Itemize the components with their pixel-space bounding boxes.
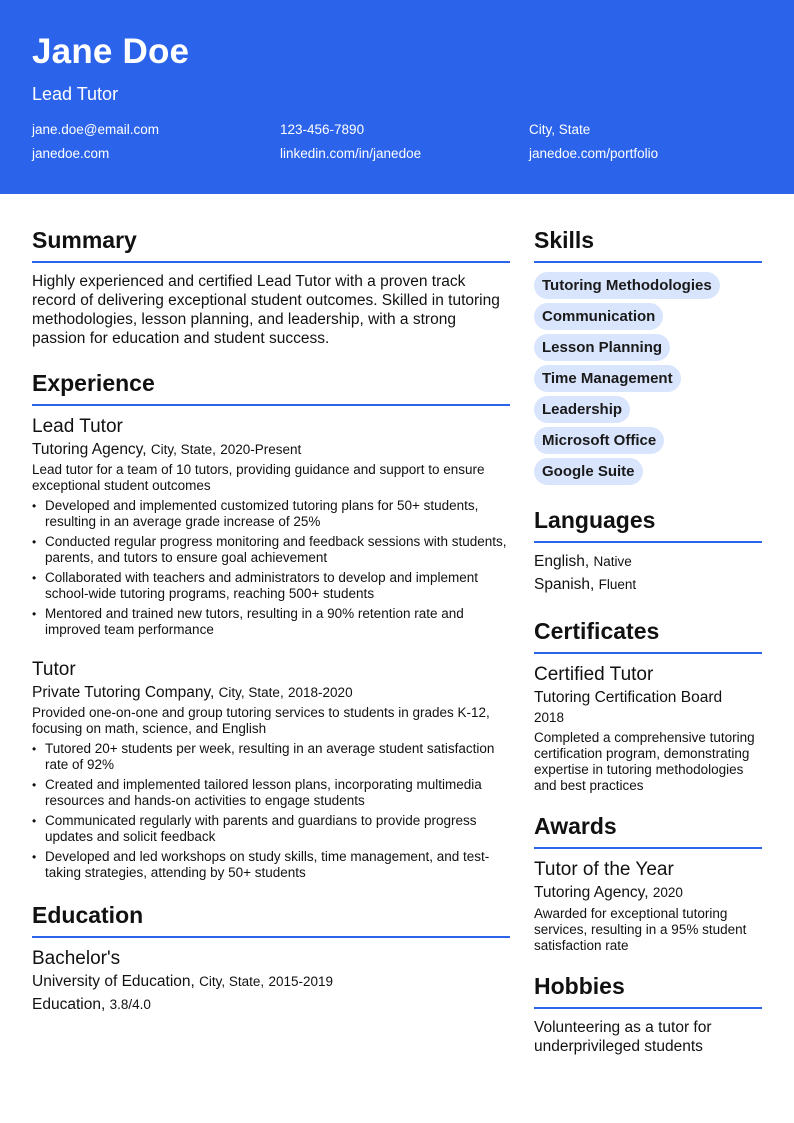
certificate-year: 2018 bbox=[534, 710, 565, 725]
award-org-line bbox=[534, 883, 762, 903]
language-name: Spanish, bbox=[534, 576, 595, 593]
education-dates: 2015-2019 bbox=[268, 974, 334, 989]
job-role: Lead Tutor bbox=[32, 416, 123, 437]
language-level: Native bbox=[593, 554, 632, 569]
job-org: Private Tutoring Company, bbox=[32, 684, 215, 701]
job-org-line bbox=[32, 440, 510, 460]
summary-heading: Summary bbox=[32, 226, 510, 263]
hobbies-heading: Hobbies bbox=[534, 972, 762, 1009]
skills-section bbox=[534, 226, 762, 485]
contact-linkedin[interactable]: linkedin.com/in/janedoe bbox=[280, 146, 422, 161]
job-location: City, State, bbox=[218, 685, 284, 700]
contact-website[interactable]: janedoe.com bbox=[32, 146, 110, 161]
hobbies-section bbox=[534, 972, 762, 1056]
skill-pill: Time Management bbox=[534, 365, 681, 392]
contact-phone[interactable]: 123-456-7890 bbox=[280, 122, 365, 137]
experience-section bbox=[32, 369, 510, 881]
job-bullet: • Mentored and trained new tutors, resulting in a 90% retention rate and improved team performance bbox=[32, 606, 510, 638]
summary-section bbox=[32, 226, 510, 348]
job-dates: 2020-Present bbox=[220, 442, 302, 457]
job-description: Provided one-on-one and group tutoring services to students in grades K-12, focusing on math, science, and English bbox=[32, 705, 490, 736]
job-bullet: • Developed and led workshops on study skills, time management, and test-taking strategies, attending by 50+ students bbox=[32, 849, 510, 881]
summary-text: Highly experienced and certified Lead Tutor with a proven track record of delivering exceptional student outcomes. Skilled in tutoring methodologies, lesson planning, and leadership, with a strong passion for education and student success. bbox=[32, 273, 500, 347]
education-school-line bbox=[32, 972, 510, 992]
contact-portfolio[interactable]: janedoe.com/portfolio bbox=[529, 146, 659, 161]
job-bullet: • Developed and implemented customized tutoring plans for 50+ students, resulting in an average grade increase of 25% bbox=[32, 498, 510, 530]
job-bullet: • Created and implemented tailored lesson plans, incorporating multimedia resources and hands-on activities to engage students bbox=[32, 777, 510, 809]
education-school: University of Education, bbox=[32, 973, 195, 990]
main-column bbox=[32, 226, 510, 1015]
language-level: Fluent bbox=[598, 577, 637, 592]
experience-heading: Experience bbox=[32, 369, 510, 406]
skill-pill: Tutoring Methodologies bbox=[534, 272, 720, 299]
certificates-heading: Certificates bbox=[534, 617, 762, 654]
job-bullet: • Conducted regular progress monitoring and feedback sessions with students, parents, and tutors to ensure goal achievement bbox=[32, 534, 510, 566]
education-degree: Bachelor's bbox=[32, 948, 121, 969]
language-name: English, bbox=[534, 553, 590, 570]
job-org-line bbox=[32, 683, 510, 703]
certificate-description: Completed a comprehensive tutoring certification program, demonstrating expertise in tutoring methodologies and best practices bbox=[534, 730, 755, 793]
education-heading: Education bbox=[32, 901, 510, 938]
job-dates: 2018-2020 bbox=[288, 685, 353, 700]
award-year: 2020 bbox=[652, 885, 683, 900]
education-field: Education, bbox=[32, 996, 106, 1013]
job-bullet: • Communicated regularly with parents and guardians to provide progress updates and solicit feedback bbox=[32, 813, 510, 845]
skill-pill: Microsoft Office bbox=[534, 427, 664, 454]
resume-header bbox=[0, 0, 794, 194]
job-bullet: • Collaborated with teachers and administrators to develop and implement school-wide tutoring programs, reaching 500+ students bbox=[32, 570, 510, 602]
skill-pill: Leadership bbox=[534, 396, 630, 423]
skill-pill: Communication bbox=[534, 303, 663, 330]
job-entry bbox=[32, 415, 510, 638]
languages-heading: Languages bbox=[534, 506, 762, 543]
education-section bbox=[32, 901, 510, 1015]
candidate-name: Jane Doe bbox=[32, 32, 190, 71]
education-gpa: 3.8/4.0 bbox=[109, 997, 151, 1012]
certificate-name: Certified Tutor bbox=[534, 664, 654, 685]
award-description: Awarded for exceptional tutoring services, resulting in a 95% student satisfaction rate bbox=[534, 906, 747, 953]
language-item bbox=[534, 575, 762, 595]
contact-location: City, State bbox=[529, 122, 591, 137]
skill-pill: Google Suite bbox=[534, 458, 643, 485]
education-location: City, State, bbox=[199, 974, 265, 989]
education-field-line bbox=[32, 995, 510, 1015]
award-name: Tutor of the Year bbox=[534, 859, 674, 880]
job-org: Tutoring Agency, bbox=[32, 441, 147, 458]
skill-list bbox=[534, 272, 762, 485]
certificates-section bbox=[534, 617, 762, 794]
hobby-text: Volunteering as a tutor for underprivileged students bbox=[534, 1019, 712, 1055]
side-column bbox=[534, 226, 762, 1056]
awards-heading: Awards bbox=[534, 812, 762, 849]
job-bullet: • Tutored 20+ students per week, resulting in an average student satisfaction rate of 92% bbox=[32, 741, 510, 773]
job-bullets bbox=[32, 741, 510, 881]
job-description: Lead tutor for a team of 10 tutors, providing guidance and support to ensure exceptional student outcomes bbox=[32, 462, 485, 493]
certificate-org: Tutoring Certification Board bbox=[534, 689, 723, 706]
language-item bbox=[534, 552, 762, 572]
awards-section bbox=[534, 812, 762, 954]
award-org: Tutoring Agency, bbox=[534, 884, 649, 901]
skills-heading: Skills bbox=[534, 226, 762, 263]
contact-email[interactable]: jane.doe@email.com bbox=[32, 122, 160, 137]
job-location: City, State, bbox=[150, 442, 216, 457]
candidate-title: Lead Tutor bbox=[32, 84, 119, 104]
languages-section bbox=[534, 506, 762, 595]
skill-pill: Lesson Planning bbox=[534, 334, 670, 361]
job-role: Tutor bbox=[32, 659, 76, 680]
job-entry bbox=[32, 658, 510, 881]
job-bullets bbox=[32, 498, 510, 638]
